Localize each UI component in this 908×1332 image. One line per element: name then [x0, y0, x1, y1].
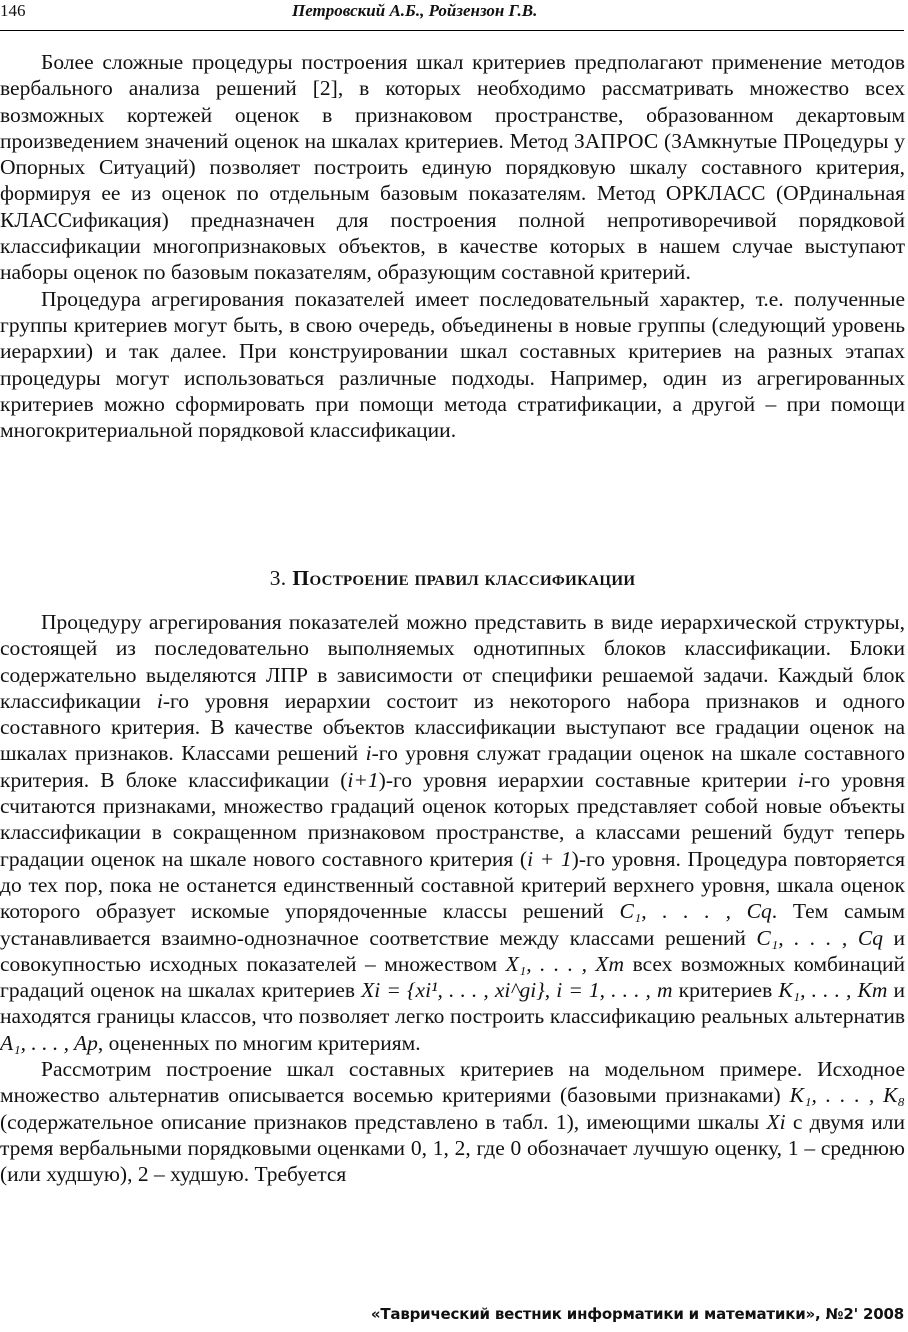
text-run: -го уровня служат градации оценок на шкале составного критерия. В блоке классификации ( — [0, 741, 905, 792]
text-run: и находятся границы классов, что позволяет легко построить классификацию реальных альтернатив — [0, 978, 905, 1029]
text-run: , оцененных по многим критериям. — [97, 1030, 421, 1055]
math-k-set: K₁, . . . , K₈ — [789, 1083, 905, 1108]
paragraph: Процедура агрегирования показателей имеет последовательный характер, т.е. полученные группы критериев могут быть, в свою очередь, объединены в новые группы (следующий уровень иерархии) и так далее. При конструировании шкал составных критериев на разных этапах процедуры могут использоваться различные подходы. Например, один из агрегированных критериев можно сформировать при помощи метода стратификации, а другой – при помощи многокритериальной порядковой классификации. — [0, 286, 905, 443]
text-run: с двумя или тремя вербальными порядковыми оценками 0, 1, 2, где 0 обозначает лучшую оценку, 1 – среднюю (или худшую), 2 – худшую. Требуется — [0, 1109, 905, 1187]
running-header — [0, 0, 904, 31]
text-run: )-го уровня иерархии составные критерии — [378, 767, 798, 792]
page-number: 146 — [0, 1, 26, 20]
text-run: (содержательное описание признаков представлено в табл. 1), имеющими шкалы — [0, 1109, 767, 1134]
section-heading — [0, 565, 905, 591]
math-i: i — [365, 741, 372, 766]
text-run: Рассмотрим построение шкал составных критериев на модельном примере. Исходное множество альтернатив описывается восемью критериями (базовыми признаками) — [0, 1057, 905, 1108]
text-run: -го уровня считаются признаками, множество градаций оценок которых представляет собой новые объекты классификации в сокращенном признаковом пространстве, а классами решений будут теперь градации оценок на шкале нового составного критерия ( — [0, 767, 906, 871]
math-i: i — [797, 767, 804, 792]
section-number: 3. — [269, 566, 287, 590]
math-i-plus-1: i + 1 — [527, 846, 572, 871]
running-head-authors: Петровский А.Б., Ройзензон Г.В. — [292, 1, 538, 20]
text-run: всех возможных комбинаций градаций оценок на шкалах критериев — [0, 951, 905, 1003]
math-xi-def: Xi = {xi¹, . . . , xi^gi}, i = 1, . . . , m — [361, 978, 673, 1003]
journal-footer: «Таврический вестник информатики и математики», №2' 2008 — [370, 1305, 904, 1323]
text-run: -го уровня иерархии состоит из некоторого набора признаков и одного составного критерия. В качестве объектов классификации выступают все градации оценок на шкалах признаков. Классами решений — [0, 688, 905, 766]
math-k-set: K₁, . . . , Km — [778, 978, 888, 1003]
body-text-top — [0, 49, 905, 443]
paragraph — [0, 609, 905, 1056]
text-run: и совокупностью исходных показателей – множеством — [0, 925, 906, 976]
paragraph — [0, 1056, 905, 1187]
text-run: )-го уровня. Процедура повторяется до тех пор, пока не останется единственный составной критерий верхнего уровня, шкала оценок которого образует искомые упорядоченные классы решений — [0, 846, 906, 924]
math-x-set: X₁, . . . , Xm — [505, 951, 625, 976]
text-run: критериев — [672, 978, 779, 1003]
math-classes: C₁, . . . , Cq — [756, 925, 883, 950]
text-run: . Тем самым устанавливается взаимно-однозначное соответствие между классами решений — [0, 899, 905, 950]
math-i: i — [156, 688, 163, 713]
math-classes: C₁, . . . , Cq — [619, 899, 772, 924]
paragraph: Более сложные процедуры построения шкал критериев предполагают применение методов вербального анализа решений [2], в которых необходимо рассматривать множество всех возможных кортежей оценок в признаковом пространстве, образованном декартовым произведением значений оценок на шкалах критериев. Метод ЗАПРОС (ЗАмкнутые ПРоцедуры у Опорных Ситуаций) позволяет построить единую порядковую шкалу составного критерия, формируя ее из оценок по отдельным базовым показателям. Метод ОРКЛАСС (ОРдинальная КЛАССификация) предназначен для построения полной непротиворечивой порядковой классификации многопризнаковых объектов, в качестве которых в нашем случае выступают наборы оценок по базовым показателям, образующим составной критерий. — [0, 50, 905, 285]
math-xi: Xi — [766, 1109, 786, 1134]
body-text-section — [0, 609, 905, 1188]
math-a-set: A₁, . . . , Ap — [0, 1030, 98, 1055]
math-i-plus-1: i+1 — [347, 767, 379, 792]
text-run: Процедуру агрегирования показателей можно представить в виде иерархической структуры, состоящей из последовательно выполняемых однотипных блоков классификации. Блоки содержательно выделяются ЛПР в зависимости от специфики решаемой задачи. Каждый блок классификации — [0, 610, 905, 713]
section-title: Построение правил классификации — [292, 566, 636, 590]
